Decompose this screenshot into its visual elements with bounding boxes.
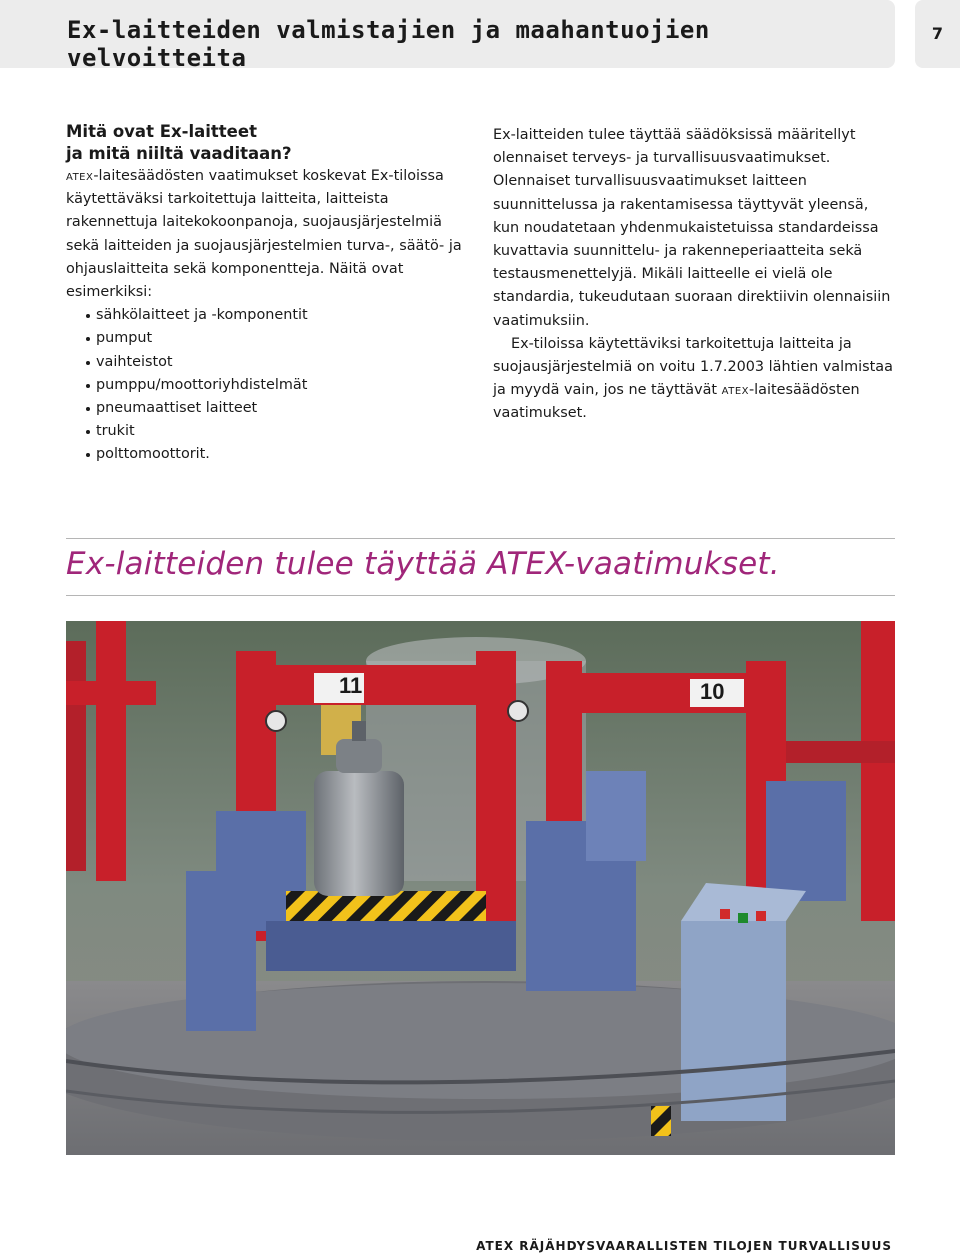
date-paragraph-end: -laitesäädösten vaatimukset. (493, 382, 860, 422)
headline-top-rule (66, 538, 895, 539)
date-paragraph (493, 333, 898, 426)
section-heading-line2: ja mitä niiltä vaaditaan? (66, 144, 292, 163)
list-item: sähkölaitteet ja -komponentit (66, 304, 466, 327)
page-number-tab (915, 0, 960, 68)
intro-paragraph (66, 165, 466, 304)
examples-list (66, 304, 466, 466)
list-item: polttomoottorit. (66, 443, 466, 466)
station-number-right: 10 (700, 679, 725, 704)
date-paragraph-text: Ex-tiloissa käytettäviksi tarkoitettuja laitteita ja suojausjärjestelmiä on voitu 1.7.2003 lähtien valmistaa ja myydä vain, jos ne täyttävät (493, 335, 893, 399)
page-number: 7 (931, 24, 944, 43)
list-item: vaihteistot (66, 351, 466, 374)
list-item: pumppu/moottoriyhdistelmät (66, 374, 466, 397)
headline-bottom-rule (66, 595, 895, 596)
section-heading (66, 121, 466, 165)
date-paragraph-atex-label: atex (721, 382, 749, 399)
station-number-left: 11 (339, 673, 363, 698)
page-title: Ex-laitteiden valmistajien ja maahantuojien velvoitteita (67, 16, 710, 72)
list-item: pumput (66, 327, 466, 350)
factory-photo (66, 621, 895, 1155)
right-column (493, 124, 898, 426)
left-column (66, 121, 466, 467)
header-bar (0, 0, 895, 72)
intro-text: -laitesäädösten vaatimukset koskevat Ex-tiloissa käytettäväksi tarkoitettuja laitteita, laitteista rakennettuja laitekokoonpanoja, suojausjärjestelmiä sekä laitteiden ja suojausjärjestelmien turva-, säätö- ja ohjauslaitteita sekä komponentteja. Näitä ovat esimerkiksi: (66, 168, 462, 301)
list-item: trukit (66, 420, 466, 443)
list-item: pneumaattiset laitteet (66, 397, 466, 420)
requirements-paragraph: Ex-laitteiden tulee täyttää säädöksissä määritellyt olennaiset terveys- ja turvallisuusvaatimukset. Olennaiset turvallisuusvaatimukset laitteen suunnittelussa ja rakentamisessa täyttyvät yleensä, kun noudatetaan yhdenmukaistetuissa standardeissa kuvattavia suunnittelu- ja rakenneperiaatteita sekä testausmenettelyjä. Mikäli laitteelle ei vielä ole standardia, tukeudutaan suoraan direktiivin olennaisiin vaatimuksiin. (493, 127, 891, 329)
headline: Ex-laitteiden tulee täyttää ATEX-vaatimukset. (66, 546, 780, 582)
section-heading-line1: Mitä ovat Ex-laitteet (66, 122, 257, 141)
intro-atex-label: atex (66, 168, 94, 184)
footer-publication-title: ATEX RÄJÄHDYSVAARALLISTEN TILOJEN TURVALLISUUS (476, 1239, 892, 1253)
